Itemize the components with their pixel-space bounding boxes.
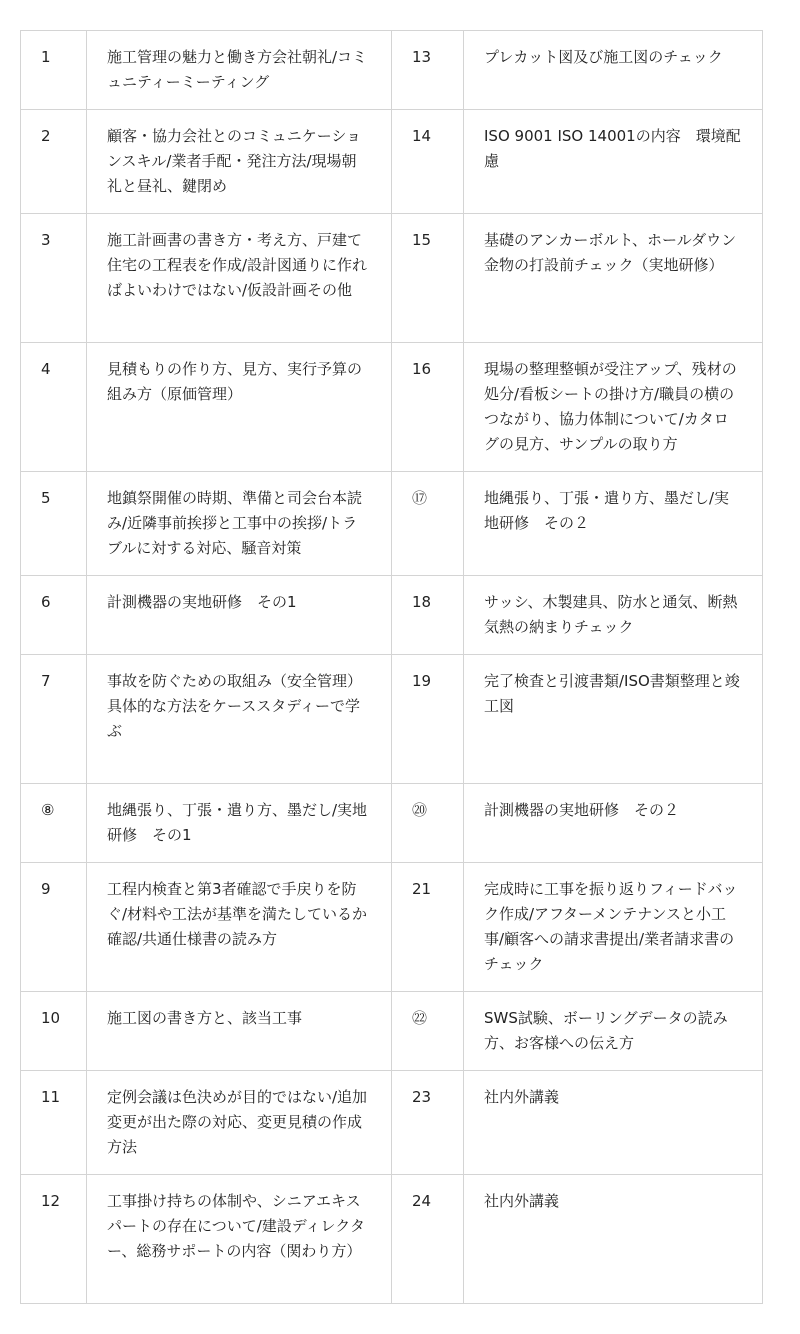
table-row bbox=[21, 655, 763, 784]
session-topic-left: 施工計画書の書き方・考え方、戸建て住宅の工程表を作成/設計図通りに作ればよいわけではない/仮設計画その他 bbox=[87, 214, 392, 343]
session-topic-right: 社内外講義 bbox=[464, 1071, 763, 1175]
session-topic-right: サッシ、木製建具、防水と通気、断熱気熱の納まりチェック bbox=[464, 576, 763, 655]
table-row bbox=[21, 110, 763, 214]
session-number-right: 18 bbox=[392, 576, 464, 655]
session-number-right: 16 bbox=[392, 343, 464, 472]
session-number-right: 24 bbox=[392, 1175, 464, 1304]
session-number-left: 2 bbox=[21, 110, 87, 214]
session-topic-left: 事故を防ぐための取組み（安全管理） 具体的な方法をケーススタディーで学ぶ bbox=[87, 655, 392, 784]
session-topic-left: 定例会議は色決めが目的ではない/追加変更が出た際の対応、変更見積の作成方法 bbox=[87, 1071, 392, 1175]
session-number-left: 1 bbox=[21, 31, 87, 110]
session-number-left: 3 bbox=[21, 214, 87, 343]
table-row bbox=[21, 343, 763, 472]
session-topic-right: 現場の整理整頓が受注アップ、残材の処分/看板シートの掛け方/職員の横のつながり、協力体制について/カタログの見方、サンプルの取り方 bbox=[464, 343, 763, 472]
session-topic-left: 工程内検査と第3者確認で手戻りを防ぐ/材料や工法が基準を満たしているか確認/共通仕様書の読み方 bbox=[87, 863, 392, 992]
table-row bbox=[21, 1071, 763, 1175]
session-topic-left: 工事掛け持ちの体制や、シニアエキスパートの存在について/建設ディレクター、総務サポートの内容（関わり方） bbox=[87, 1175, 392, 1304]
session-topic-left: 見積もりの作り方、見方、実行予算の組み方（原価管理） bbox=[87, 343, 392, 472]
session-topic-left: 計測機器の実地研修 その1 bbox=[87, 576, 392, 655]
session-number-left: 10 bbox=[21, 992, 87, 1071]
session-topic-right: 計測機器の実地研修 その２ bbox=[464, 784, 763, 863]
session-number-left: 11 bbox=[21, 1071, 87, 1175]
table-row bbox=[21, 1175, 763, 1304]
session-number-right: 14 bbox=[392, 110, 464, 214]
session-number-right: 13 bbox=[392, 31, 464, 110]
table-row bbox=[21, 472, 763, 576]
session-number-left: ⑧ bbox=[21, 784, 87, 863]
session-number-left: 5 bbox=[21, 472, 87, 576]
curriculum-table bbox=[20, 30, 763, 1304]
table-row bbox=[21, 31, 763, 110]
session-topic-left: 地縄張り、丁張・遣り方、墨だし/実地研修 その1 bbox=[87, 784, 392, 863]
table-row bbox=[21, 992, 763, 1071]
session-number-right: 15 bbox=[392, 214, 464, 343]
session-number-left: 7 bbox=[21, 655, 87, 784]
session-number-left: 12 bbox=[21, 1175, 87, 1304]
session-topic-right: ISO 9001 ISO 14001の内容 環境配慮 bbox=[464, 110, 763, 214]
session-topic-left: 施工管理の魅力と働き方会社朝礼/コミュニティーミーティング bbox=[87, 31, 392, 110]
session-topic-left: 顧客・協力会社とのコミュニケーションスキル/業者手配・発注方法/現場朝礼と昼礼、鍵閉め bbox=[87, 110, 392, 214]
table-row bbox=[21, 214, 763, 343]
session-number-right: ⑳ bbox=[392, 784, 464, 863]
session-topic-right: 社内外講義 bbox=[464, 1175, 763, 1304]
session-number-left: 4 bbox=[21, 343, 87, 472]
session-number-right: 23 bbox=[392, 1071, 464, 1175]
session-number-right: ⑰ bbox=[392, 472, 464, 576]
curriculum-table-wrapper bbox=[20, 30, 762, 1304]
table-row bbox=[21, 784, 763, 863]
session-topic-right: 基礎のアンカーボルト、ホールダウン金物の打設前チェック（実地研修） bbox=[464, 214, 763, 343]
session-topic-right: 完了検査と引渡書類/ISO書類整理と竣工図 bbox=[464, 655, 763, 784]
session-number-right: 21 bbox=[392, 863, 464, 992]
table-row bbox=[21, 863, 763, 992]
session-topic-left: 施工図の書き方と、該当工事 bbox=[87, 992, 392, 1071]
session-number-left: 6 bbox=[21, 576, 87, 655]
session-number-right: 19 bbox=[392, 655, 464, 784]
session-topic-right: 完成時に工事を振り返りフィードバック作成/アフターメンテナンスと小工事/顧客への請求書提出/業者請求書のチェック bbox=[464, 863, 763, 992]
session-number-left: 9 bbox=[21, 863, 87, 992]
table-row bbox=[21, 576, 763, 655]
session-topic-right: プレカット図及び施工図のチェック bbox=[464, 31, 763, 110]
session-number-right: ㉒ bbox=[392, 992, 464, 1071]
session-topic-right: SWS試験、ボーリングデータの読み方、お客様への伝え方 bbox=[464, 992, 763, 1071]
session-topic-left: 地鎮祭開催の時期、準備と司会台本読み/近隣事前挨拶と工事中の挨拶/トラブルに対する対応、騒音対策 bbox=[87, 472, 392, 576]
session-topic-right: 地縄張り、丁張・遣り方、墨だし/実地研修 その２ bbox=[464, 472, 763, 576]
